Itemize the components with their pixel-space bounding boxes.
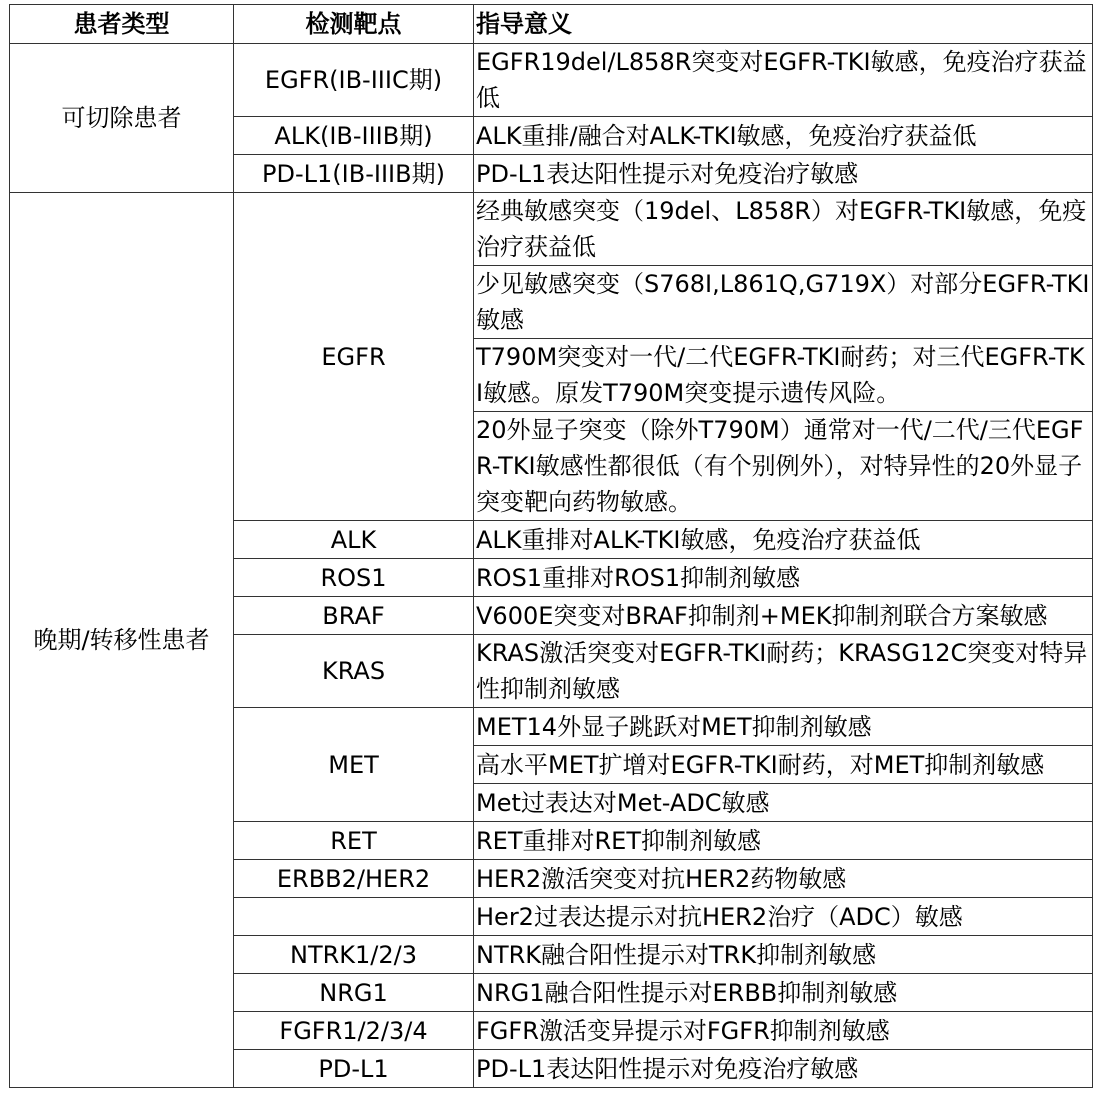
target-cell[interactable]: ROS1	[234, 559, 474, 597]
target-cell-egfr[interactable]: EGFR	[234, 193, 474, 521]
target-cell[interactable]: ERBB2/HER2	[234, 860, 474, 898]
meaning-cell[interactable]: KRAS激活突变对EGFR-TKI耐药；KRASG12C突变对特异性抑制剂敏感	[474, 635, 1093, 708]
target-cell[interactable]: ALK	[234, 521, 474, 559]
target-cell[interactable]: FGFR1/2/3/4	[234, 1012, 474, 1050]
meaning-cell[interactable]: V600E突变对BRAF抑制剂+MEK抑制剂联合方案敏感	[474, 597, 1093, 635]
meaning-cell[interactable]: FGFR激活变异提示对FGFR抑制剂敏感	[474, 1012, 1093, 1050]
target-cell[interactable]: BRAF	[234, 597, 474, 635]
target-cell[interactable]: NTRK1/2/3	[234, 936, 474, 974]
patient-type-resectable[interactable]: 可切除患者	[10, 44, 234, 193]
header-row	[10, 5, 1093, 44]
target-cell-empty[interactable]	[234, 898, 474, 936]
target-cell[interactable]: PD-L1(IB-IIIB期)	[234, 155, 474, 193]
target-cell[interactable]: RET	[234, 822, 474, 860]
target-cell[interactable]: EGFR(IB-IIIC期)	[234, 44, 474, 117]
meaning-cell[interactable]: PD-L1表达阳性提示对免疫治疗敏感	[474, 1050, 1093, 1088]
meaning-cell[interactable]: 高水平MET扩增对EGFR-TKI耐药，对MET抑制剂敏感	[474, 746, 1093, 784]
meaning-cell[interactable]: T790M突变对一代/二代EGFR-TKI耐药；对三代EGFR-TKI敏感。原发T790M突变提示遗传风险。	[474, 339, 1093, 412]
header-meaning[interactable]: 指导意义	[474, 5, 1093, 44]
meaning-cell[interactable]: Her2过表达提示对抗HER2治疗（ADC）敏感	[474, 898, 1093, 936]
meaning-cell[interactable]: ALK重排/融合对ALK-TKI敏感，免疫治疗获益低	[474, 117, 1093, 155]
meaning-cell[interactable]: MET14外显子跳跃对MET抑制剂敏感	[474, 708, 1093, 746]
meaning-cell[interactable]: 经典敏感突变（19del、L858R）对EGFR-TKI敏感，免疫治疗获益低	[474, 193, 1093, 266]
target-cell-met[interactable]: MET	[234, 708, 474, 822]
target-cell[interactable]: PD-L1	[234, 1050, 474, 1088]
target-cell[interactable]: ALK(IB-IIIB期)	[234, 117, 474, 155]
meaning-cell[interactable]: NTRK融合阳性提示对TRK抑制剂敏感	[474, 936, 1093, 974]
meaning-cell[interactable]: 20外显子突变（除外T790M）通常对一代/二代/三代EGFR-TKI敏感性都很低（有个别例外），对特异性的20外显子突变靶向药物敏感。	[474, 412, 1093, 521]
meaning-cell[interactable]: 少见敏感突变（S768I,L861Q,G719X）对部分EGFR-TKI敏感	[474, 266, 1093, 339]
patient-type-advanced[interactable]: 晚期/转移性患者	[10, 193, 234, 1088]
meaning-cell[interactable]: ROS1重排对ROS1抑制剂敏感	[474, 559, 1093, 597]
meaning-cell[interactable]: HER2激活突变对抗HER2药物敏感	[474, 860, 1093, 898]
target-cell[interactable]: KRAS	[234, 635, 474, 708]
biomarker-table	[9, 4, 1093, 1088]
meaning-cell[interactable]: ALK重排对ALK-TKI敏感，免疫治疗获益低	[474, 521, 1093, 559]
header-patient-type[interactable]: 患者类型	[10, 5, 234, 44]
target-cell[interactable]: NRG1	[234, 974, 474, 1012]
meaning-cell[interactable]: Met过表达对Met-ADC敏感	[474, 784, 1093, 822]
meaning-cell[interactable]: EGFR19del/L858R突变对EGFR-TKI敏感，免疫治疗获益低	[474, 44, 1093, 117]
table-row	[10, 44, 1093, 117]
meaning-cell[interactable]: PD-L1表达阳性提示对免疫治疗敏感	[474, 155, 1093, 193]
meaning-cell[interactable]: RET重排对RET抑制剂敏感	[474, 822, 1093, 860]
header-target[interactable]: 检测靶点	[234, 5, 474, 44]
table-row	[10, 193, 1093, 266]
meaning-cell[interactable]: NRG1融合阳性提示对ERBB抑制剂敏感	[474, 974, 1093, 1012]
